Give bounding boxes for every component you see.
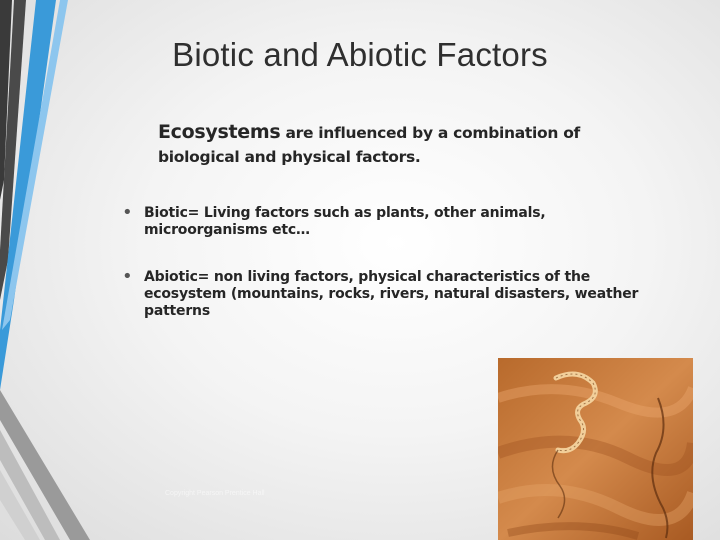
bullet-text: Biotic= Living factors such as plants, other animals, microorganisms etc… <box>144 205 546 239</box>
bullet-dot-icon: • <box>122 202 133 223</box>
intro-rest: are influenced by a combination of <box>280 124 580 142</box>
intro-line-2: biological and physical factors. <box>158 148 421 167</box>
copyright-text: Copyright Pearson Prentice Hall <box>165 490 265 497</box>
bullet-item-biotic <box>120 202 640 239</box>
bullet-text: Abiotic= non living factors, physical characteristics of the ecosystem (mountains, rocks, rivers, natural disasters, weather patterns <box>144 269 639 320</box>
bullet-dot-icon: • <box>122 266 133 288</box>
intro-keyword: Ecosystems <box>158 121 281 143</box>
snake-on-sand-photo <box>498 358 693 540</box>
intro-text <box>158 120 658 168</box>
left-decorative-stripes <box>0 0 90 540</box>
slide-title: Biotic and Abiotic Factors <box>172 36 548 73</box>
bullet-item-abiotic <box>120 266 640 320</box>
bullet-list <box>120 202 640 350</box>
